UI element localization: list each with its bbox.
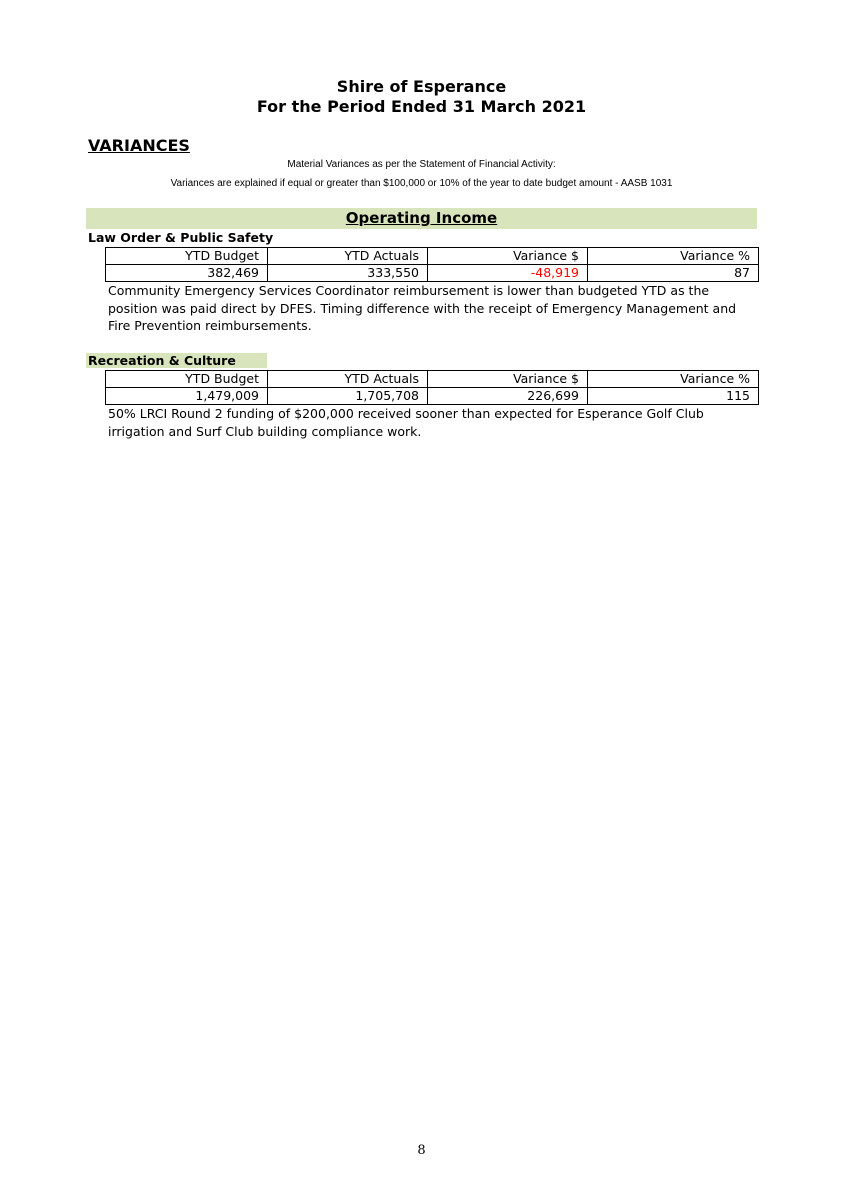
header-ytd-budget: YTD Budget (106, 248, 268, 265)
cell-variance-amount: -48,919 (428, 265, 588, 282)
variance-table-law-order (105, 247, 759, 282)
page-number: 8 (417, 1143, 426, 1158)
explanation-law-order: Community Emergency Services Coordinator reimbursement is lower than budgeted YTD as the position was paid direct by DFES. Timing difference with the receipt of Emergency Management and Fire Prevention reimbursements. (108, 283, 737, 333)
category-recreation-culture: Recreation & Culture (86, 353, 267, 368)
header-ytd-actuals: YTD Actuals (268, 371, 428, 388)
table-header-row (106, 371, 759, 388)
report-period: For the Period Ended 31 March 2021 (256, 97, 587, 116)
header-variance-amount: Variance $ (428, 248, 588, 265)
header-ytd-budget: YTD Budget (106, 371, 268, 388)
table-row (106, 388, 759, 405)
cell-ytd-actuals: 333,550 (268, 265, 428, 282)
table-header-row (106, 248, 759, 265)
operating-income-title: Operating Income (345, 209, 498, 227)
cell-variance-amount: 226,699 (428, 388, 588, 405)
table-row (106, 265, 759, 282)
explanation-recreation: 50% LRCI Round 2 funding of $200,000 received sooner than expected for Esperance Golf Club irrigation and Surf Club building compliance work. (108, 406, 704, 439)
cell-variance-percent: 87 (588, 265, 759, 282)
header-variance-amount: Variance $ (428, 371, 588, 388)
header-variance-percent: Variance % (588, 248, 759, 265)
header-ytd-actuals: YTD Actuals (268, 248, 428, 265)
cell-ytd-budget: 1,479,009 (106, 388, 268, 405)
operating-income-banner (86, 208, 757, 229)
cell-ytd-actuals: 1,705,708 (268, 388, 428, 405)
variances-heading: VARIANCES (88, 136, 190, 155)
cell-variance-percent: 115 (588, 388, 759, 405)
report-title: Shire of Esperance (336, 77, 507, 96)
variances-note-line-1: Material Variances as per the Statement of Financial Activity: (287, 159, 556, 170)
header-variance-percent: Variance % (588, 371, 759, 388)
cell-ytd-budget: 382,469 (106, 265, 268, 282)
category-law-order-public-safety: Law Order & Public Safety (88, 230, 274, 245)
variance-table-recreation (105, 370, 759, 405)
variances-note-line-2: Variances are explained if equal or greater than $100,000 or 10% of the year to date budget amount - AASB 1031 (170, 178, 673, 189)
